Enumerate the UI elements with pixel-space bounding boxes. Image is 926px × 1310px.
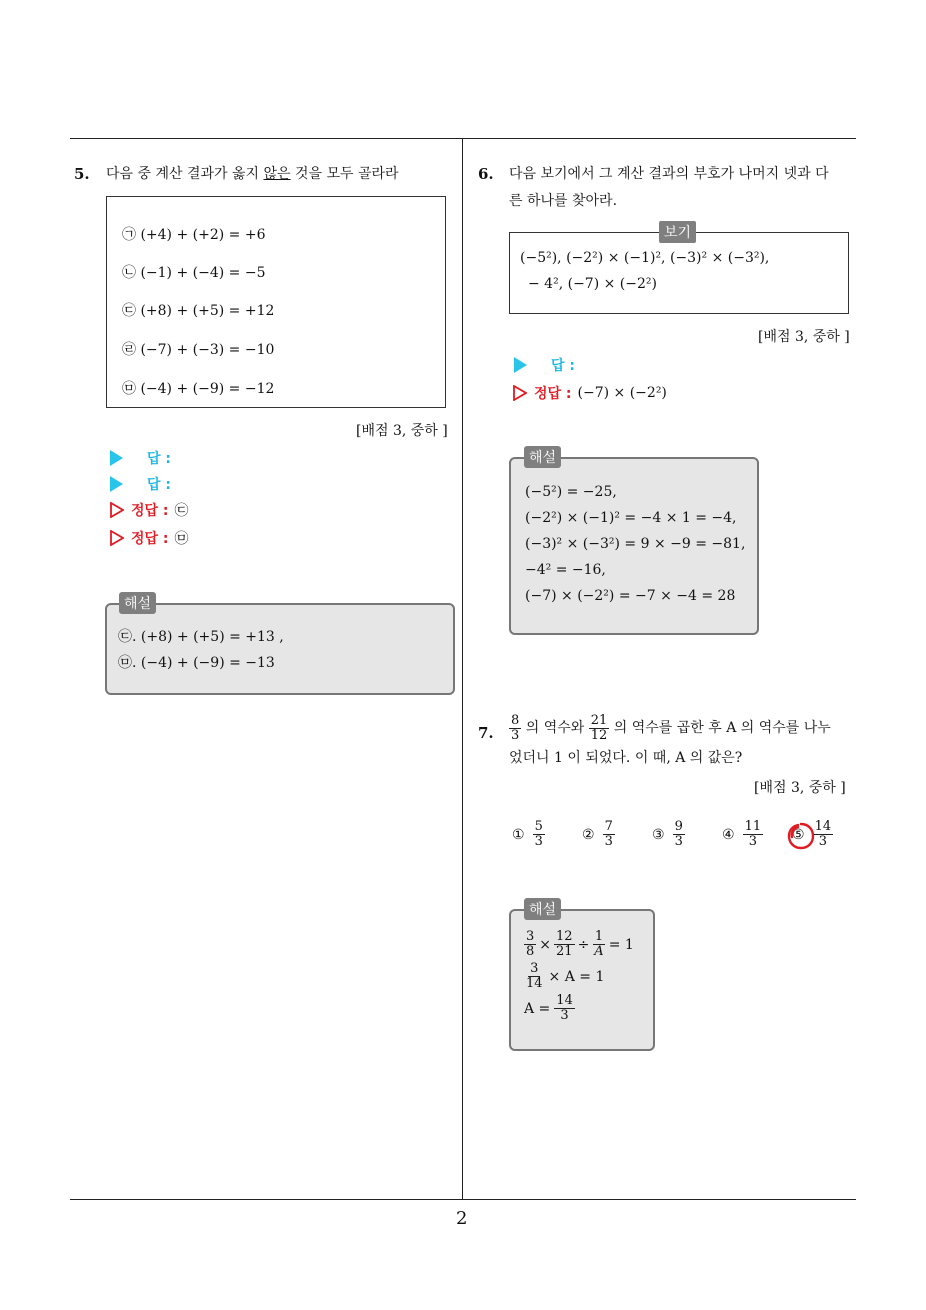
choice-fraction: $\frac{9}{3}$ [674,819,683,849]
hollow-play-icon [513,385,527,401]
bottom-rule [70,1199,856,1200]
hollow-play-icon [110,502,124,518]
q6-example-line-1: (−5²), (−2²) × (−1)², (−3)² × (−3²), [520,250,770,266]
page-number: 2 [456,1208,468,1229]
q6-example-line-2: − 4², (−7) × (−2²) [528,276,657,292]
q7-solution-line-1: $\frac{3}{8}$ × $\frac{12}{21}$ ÷ $\frac{1}{A}$ = 1 [526,929,634,959]
q5-answer-line-1: 답 : [110,448,171,468]
q7-fraction-1: $\frac{8}{3}$ [511,713,520,743]
q5-solution-box [105,603,455,695]
q6-solution-line: −4² = −16, [525,562,606,578]
q5-item: ㉢ (+8) + (+5) = +12 [122,303,275,319]
q7-solution-tag: 해설 [524,898,561,920]
q5-item: ㉠ (+4) + (+2) = +6 [122,227,266,243]
q7-number: 7. [478,724,494,742]
q6-solution-line: (−2²) × (−1)² = −4 × 1 = −4, [525,510,737,526]
q6-example-box [509,232,849,314]
q6-solution-line: (−3)² × (−3²) = 9 × −9 = −81, [525,536,746,552]
q7-text-line-2: 었더니 1 이 되었다. 이 때, A 의 값은? [509,750,743,766]
q5-text: 다음 중 계산 결과가 옳지 않은 것을 모두 골라라 [106,166,399,182]
top-rule [70,138,856,139]
q6-example-tag: 보기 [659,221,696,243]
q5-solution-line: ㉤. (−4) + (−9) = −13 [118,655,275,671]
choice-fraction: $\frac{5}{3}$ [534,819,543,849]
q7-choice-5[interactable]: ⑤ $\frac{14}{3}$ [792,819,832,849]
q5-solution-tag: 해설 [119,592,156,614]
q5-item: ㉤ (−4) + (−9) = −12 [122,381,275,397]
q7-solution-line-2: $\frac{3}{14}$ × A = 1 [526,961,605,991]
q6-solution-line: (−5²) = −25, [525,484,617,500]
q5-points: [배점 3, 중하 ] [356,423,448,439]
q6-correct-line: 정답 : (−7) × (−2²) [513,383,667,403]
choice-fraction: $\frac{14}{3}$ [814,819,832,849]
hollow-play-icon [110,530,124,546]
q7-solution-line-3: A = $\frac{14}{3}$ [524,993,573,1023]
q5-item: ㉣ (−7) + (−3) = −10 [122,342,275,358]
q5-number: 5. [74,165,90,183]
q5-solution-line: ㉢. (+8) + (+5) = +13 , [118,629,284,645]
q7-choice-4[interactable]: ④ $\frac{11}{3}$ [722,819,762,849]
q7-choice-2[interactable]: ② $\frac{7}{3}$ [582,819,613,849]
q7-text-line-1: $\frac{8}{3}$ 의 역수와 $\frac{21}{12}$ 의 역수를 곱한 후 A 의 역수를 나누 [511,713,831,743]
q7-fraction-2: $\frac{21}{12}$ [590,713,608,743]
choice-fraction: $\frac{11}{3}$ [744,819,762,849]
q6-solution-line: (−7) × (−2²) = −7 × −4 = 28 [525,588,736,604]
q6-number: 6. [478,165,494,183]
choice-fraction: $\frac{7}{3}$ [604,819,613,849]
q5-correct-line-1: 정답 : ㉢ [110,500,189,520]
q7-points: [배점 3, 중하 ] [754,780,846,796]
q6-points: [배점 3, 중하 ] [758,329,850,345]
selected-answer-circle-icon [786,821,816,851]
q7-choice-1[interactable]: ① $\frac{5}{3}$ [512,819,543,849]
play-icon [110,476,123,492]
q5-item: ㉡ (−1) + (−4) = −5 [122,265,266,281]
q6-text-line-2: 른 하나를 찾아라. [509,193,618,209]
q6-solution-tag: 해설 [524,446,561,468]
q5-correct-line-2: 정답 : ㉤ [110,528,189,548]
q5-answer-line-2: 답 : [110,474,171,494]
q6-answer-line: 답 : [514,355,575,375]
column-divider [462,139,463,1200]
q6-text-line-1: 다음 보기에서 그 계산 결과의 부호가 나머지 넷과 다 [509,166,829,182]
q7-choice-3[interactable]: ③ $\frac{9}{3}$ [652,819,683,849]
play-icon [110,450,123,466]
play-icon [514,357,527,373]
